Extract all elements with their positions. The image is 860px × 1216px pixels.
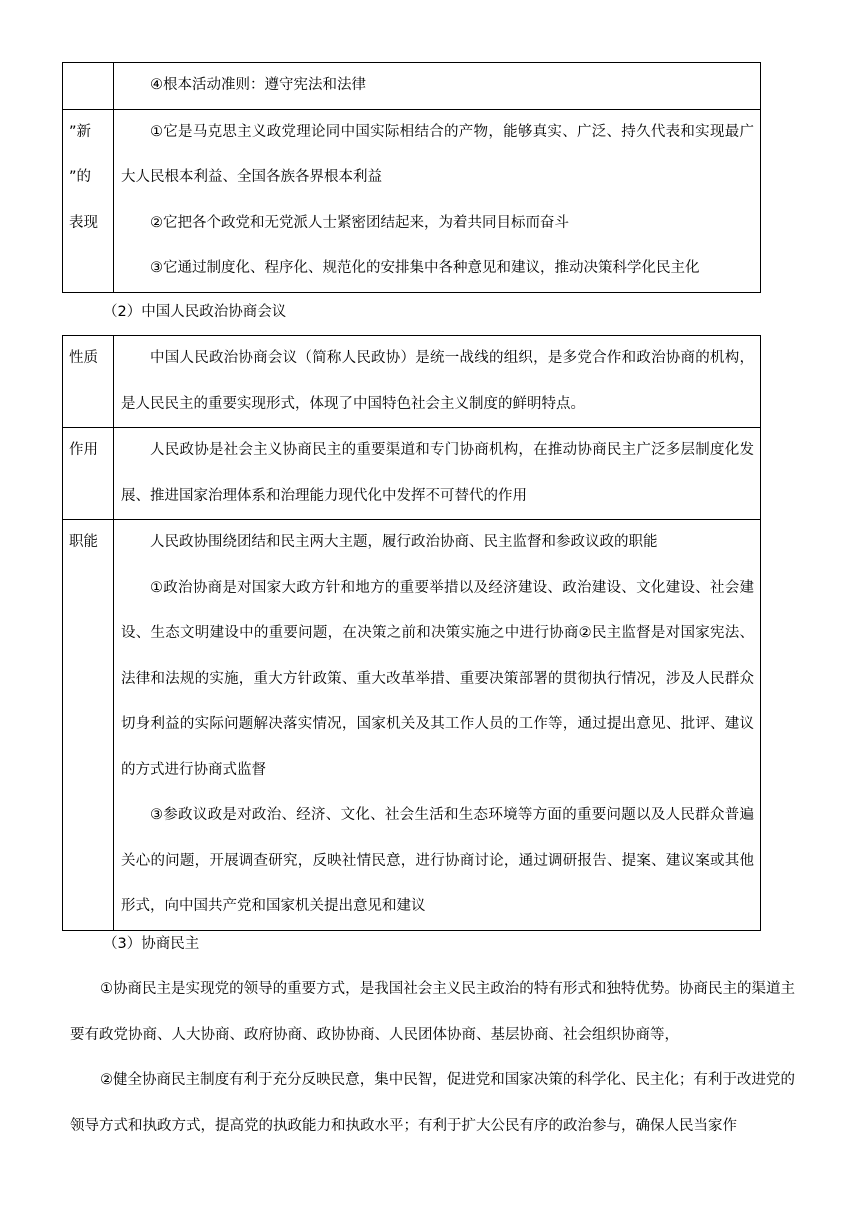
- table-content-cell: [114, 63, 761, 110]
- row-paragraph: ③参政议政是对政治、经济、文化、社会生活和生态环境等方面的重要问题以及人民群众普遍关心的问题，开展调查研究，反映社情民意，进行协商讨论，通过调研报告、提案、建议案或其他形式，向中国共产党和国家机关提出意见和建议: [121, 807, 754, 914]
- row-paragraph: ③它通过制度化、程序化、规范化的安排集中各种意见和建议，推动决策科学化民主化: [150, 260, 700, 276]
- body-paragraph: ②健全协商民主制度有利于充分反映民意，集中民智，促进党和国家决策的科学化、民主化；有利于改进党的领导方式和执政方式，提高党的执政能力和执政水平；有利于扩大公民有序的政治参与，确保人民当家作: [70, 1072, 795, 1134]
- row-paragraph: 中国人民政治协商会议（简称人民政协）是统一战线的组织，是多党合作和政治协商的机构，是人民民主的重要实现形式，体现了中国特色社会主义制度的鲜明特点。: [121, 350, 754, 412]
- table-label-cell: [63, 336, 114, 428]
- table-cppcc: [62, 335, 761, 931]
- table-content-cell: [114, 109, 761, 292]
- table-row: [63, 520, 761, 931]
- row-label: 性质: [69, 350, 98, 366]
- row-label: 职能: [69, 534, 98, 550]
- row-label: 作用: [69, 442, 98, 458]
- row-label-line: 表现: [69, 214, 98, 231]
- table-content-cell: [114, 428, 761, 520]
- table-label-cell: [63, 428, 114, 520]
- section-body-text: [70, 967, 795, 1149]
- table-row: [63, 428, 761, 520]
- table-row: [63, 63, 761, 110]
- row-paragraph: ①它是马克思主义政党理论同中国实际相结合的产物，能够真实、广泛、持久代表和实现最广大人民根本利益、全国各族各界根本利益: [121, 123, 754, 185]
- table-organization-features: [62, 62, 761, 293]
- section-heading-deliberative-democracy: （3）协商民主: [103, 936, 200, 952]
- table-label-cell: [63, 63, 114, 110]
- row-paragraph: 人民政协围绕团结和民主两大主题，履行政治协商、民主监督和参政议政的职能: [150, 534, 658, 550]
- row-label-line: ”的: [69, 169, 92, 185]
- table-content-cell: [114, 336, 761, 428]
- row-label-line: ”新: [69, 123, 92, 140]
- section-heading-cppcc: （2）中国人民政治协商会议: [103, 304, 287, 320]
- row-paragraph: 人民政协是社会主义协商民主的重要渠道和专门协商机构，在推动协商民主广泛多层制度化发展、推进国家治理体系和治理能力现代化中发挥不可替代的作用: [121, 442, 754, 504]
- row-paragraph: ①政治协商是对国家大政方针和地方的重要举措以及经济建设、政治建设、文化建设、社会建设、生态文明建设中的重要问题，在决策之前和决策实施之中进行协商②民主监督是对国家宪法、法律和法规的实施，重大方针政策、重大改革举措、重要决策部署的贯彻执行情况，涉及人民群众切身利益的实际问题解决落实情况，国家机关及其工作人员的工作等，通过提出意见、批评、建议的方式进行协商式监督: [121, 579, 754, 778]
- table-label-cell: [63, 109, 114, 292]
- table-content-cell: [114, 520, 761, 931]
- row-text: ④根本活动准则：遵守宪法和法律: [150, 77, 366, 93]
- table-label-cell: [63, 520, 114, 931]
- body-paragraph: ①协商民主是实现党的领导的重要方式，是我国社会主义民主政治的特有形式和独特优势。协商民主的渠道主要有政党协商、人大协商、政府协商、政协协商、人民团体协商、基层协商、社会组织协商等，: [70, 981, 795, 1043]
- row-paragraph: ②它把各个政党和无党派人士紧密团结起来，为着共同目标而奋斗: [150, 214, 569, 231]
- table-row: [63, 336, 761, 428]
- table-row: [63, 109, 761, 292]
